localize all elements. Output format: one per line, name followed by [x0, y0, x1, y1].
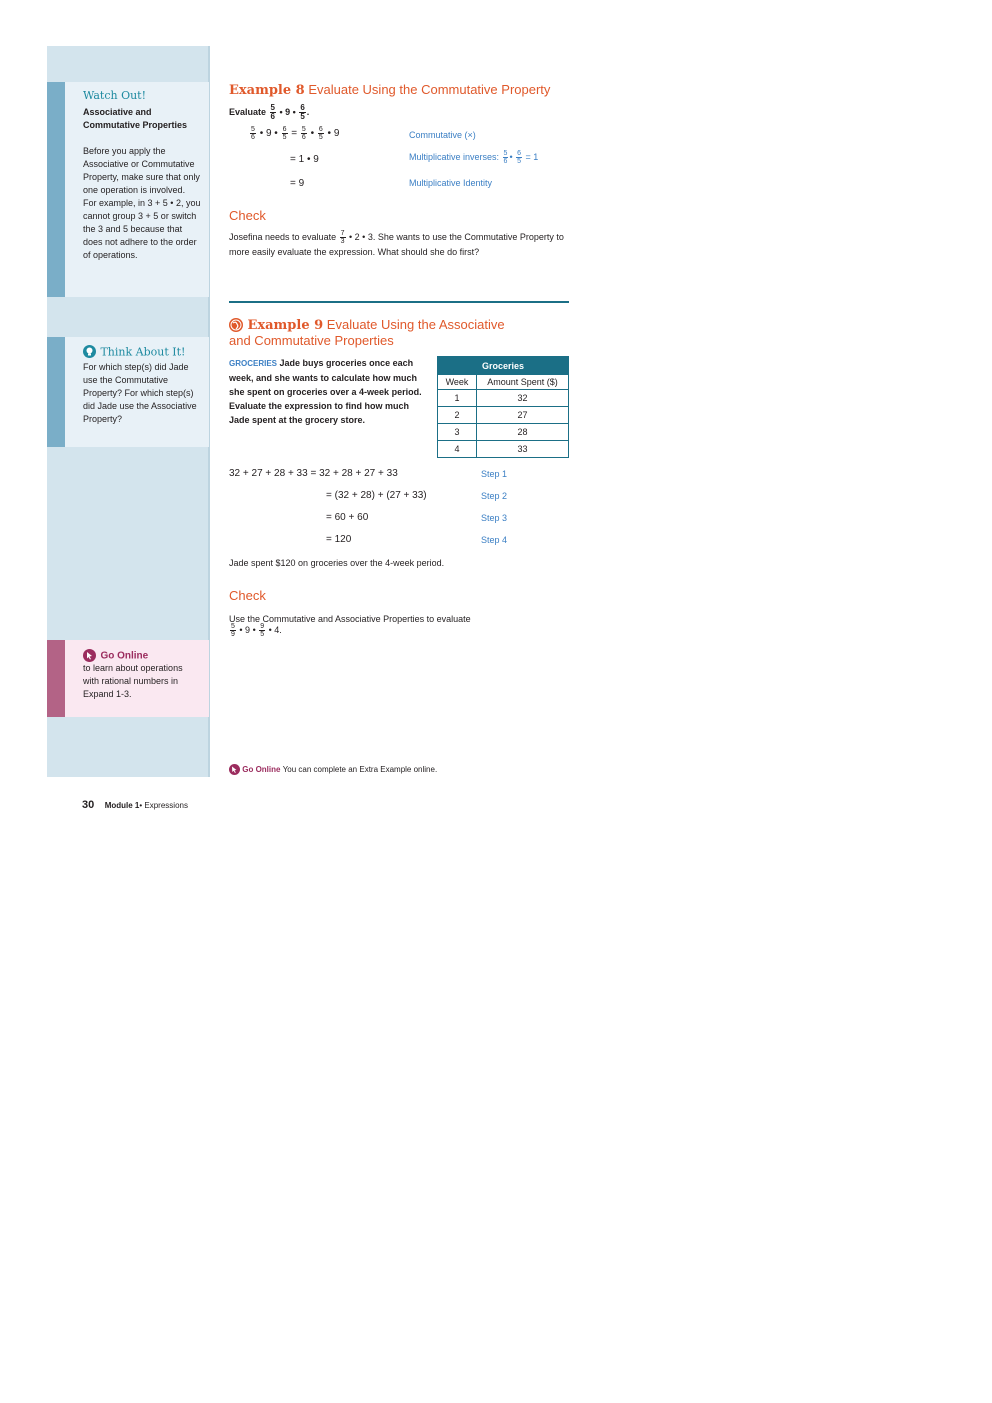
example-9-title-line1: Evaluate Using the Associative	[326, 316, 505, 332]
example-8-label: Example 8	[229, 83, 305, 98]
fraction-5-9: $\frac{5}{9}$	[231, 623, 235, 638]
groceries-table	[437, 356, 569, 458]
example-8-step-3-reason: Multiplicative Identity	[409, 178, 493, 188]
fraction-9-5: $\frac{9}{5}$	[260, 623, 265, 638]
fraction-7-3: $\frac{7}{3}$	[340, 230, 345, 246]
table-row	[438, 441, 569, 458]
table-title: Groceries	[438, 357, 569, 375]
example-9-step-3-expression: = 60 + 60	[326, 512, 369, 523]
fraction-5-6: $\frac{5}{6}$	[503, 150, 508, 165]
module-label: Module 1	[104, 801, 140, 810]
example-8-step-2-reason: Multiplicative inverses: $\frac{5}{6}$ • $\frac{6}{5}$ = 1	[409, 150, 539, 165]
check-text-start: Josefina needs to evaluate	[229, 232, 337, 242]
watch-out-title: Watch Out!	[83, 89, 147, 102]
example-8-step-3-expression: = 9	[290, 178, 305, 189]
example-8-title: Evaluate Using the Commutative Property	[308, 82, 551, 97]
example-8-step-1-reason: Commutative (×)	[409, 130, 476, 140]
go-online-extra-example[interactable]	[229, 764, 437, 775]
watch-out-bar	[47, 82, 65, 297]
column-header: Amount Spent ($)	[477, 375, 569, 390]
example-9-problem	[229, 356, 429, 427]
fraction-6-5: $\frac{6}{5}$	[517, 150, 522, 165]
go-online-text: to learn about operations with rational numbers in Expand 1-3.	[83, 663, 183, 699]
example-8-check-title: Check	[229, 208, 266, 223]
evaluate-word: Evaluate	[229, 106, 267, 117]
think-about-it-title: Think About It!	[100, 345, 186, 359]
think-about-it-box	[47, 337, 209, 447]
think-about-it-bar	[47, 337, 65, 447]
fraction-5-6: $\frac{5}{6}$	[270, 103, 275, 121]
globe-icon	[229, 318, 243, 332]
go-online-icon	[83, 649, 96, 662]
table-cell: 32	[477, 390, 569, 407]
example-9-label: Example 9	[247, 317, 324, 333]
go-online-label: Go Online	[242, 765, 281, 774]
topic-label: GROCERIES	[229, 359, 278, 368]
page-footer	[82, 795, 188, 813]
table-cell: 33	[477, 441, 569, 458]
example-9-conclusion: Jade spent $120 on groceries over the 4-week period.	[229, 558, 445, 568]
table-cell: 3	[438, 424, 477, 441]
check-text-end: • 2 • 3. She wants to use the Commutative Property to more easily evaluate the expression. What should she do first?	[229, 232, 564, 258]
section-divider	[229, 301, 569, 303]
think-about-it-text: For which step(s) did Jade use the Commutative Property? For which step(s) did Jade use the Associative Property?	[83, 362, 197, 424]
table-row	[438, 390, 569, 407]
problem-text: Jade buys groceries once each week, and she wants to calculate how much she spent on groceries over a 4-week period. Evaluate the expression to find how much Jade spent at the grocery store.	[229, 358, 422, 425]
example-8-heading	[229, 82, 550, 98]
example-9-step-2-expression: = (32 + 28) + (27 + 33)	[326, 490, 427, 501]
go-online-footer-text: You can complete an Extra Example online.	[282, 765, 438, 774]
example-8-step-1-expression: $\frac{5}{6}$ • 9 • $\frac{6}{5}$ = $\frac{5}{6}$ • $\frac{6}{5}$ • 9	[251, 126, 340, 141]
table-row	[438, 407, 569, 424]
fraction-6-5: $\frac{6}{5}$	[318, 126, 323, 141]
example-9-step-3-label: Step 3	[481, 513, 508, 523]
example-9-step-4-expression: = 120	[326, 534, 352, 545]
example-9-step-1-label: Step 1	[481, 469, 508, 479]
table-row	[438, 424, 569, 441]
table-cell: 4	[438, 441, 477, 458]
fraction-6-5: $\frac{6}{5}$	[282, 126, 287, 141]
watch-out-text: Before you apply the Associative or Commutative Property, make sure that only one operation is involved. For example, in 3 + 5 • 2, you cannot group 3 + 5 or switch the 3 and 5 because that does not adhere to the order of operations.	[83, 146, 201, 260]
example-9-step-1-expression: 32 + 27 + 28 + 33 = 32 + 28 + 27 + 33	[229, 468, 398, 479]
table-cell: 28	[477, 424, 569, 441]
watch-out-subtitle: Associative and Commutative Properties	[83, 107, 188, 130]
watch-out-box	[47, 82, 209, 297]
example-8-step-2-expression: = 1 • 9	[290, 154, 319, 165]
go-online-title: Go Online	[100, 650, 149, 662]
column-header: Week	[438, 375, 477, 390]
groceries-table-wrap	[437, 356, 569, 458]
example-9-check-text: Use the Commutative and Associative Properties to evaluate	[229, 614, 471, 624]
example-9-title-line2: and Commutative Properties	[229, 333, 394, 348]
go-online-icon	[229, 764, 240, 775]
table-cell: 1	[438, 390, 477, 407]
step-2-reason-text: Multiplicative inverses:	[409, 151, 500, 162]
example-9-check-title: Check	[229, 588, 266, 603]
step-1-mid: • 9 •	[259, 128, 278, 140]
think-about-it-icon	[83, 345, 96, 358]
go-online-box[interactable]	[47, 640, 209, 717]
section-label: • Expressions	[139, 801, 188, 810]
fraction-6-5: $\frac{6}{5}$	[300, 103, 305, 121]
example-8-prompt: Evaluate $\frac{5}{6}$ • 9 • $\frac{6}{5}$ .	[229, 103, 310, 121]
table-cell: 27	[477, 407, 569, 424]
example-9-check-expression: $\frac{5}{9}$ • 9 • $\frac{9}{5}$ • 4.	[231, 623, 282, 638]
page-number: 30	[82, 799, 95, 811]
fraction-5-6: $\frac{5}{6}$	[301, 126, 306, 141]
go-online-bar	[47, 640, 65, 717]
fraction-5-6: $\frac{5}{6}$	[251, 126, 255, 141]
example-9-step-2-label: Step 2	[481, 491, 508, 501]
example-8-check-text	[229, 230, 574, 259]
step-2-reason-tail: = 1	[525, 151, 539, 162]
table-cell: 2	[438, 407, 477, 424]
example-9-step-4-label: Step 4	[481, 535, 508, 545]
example-9-heading	[229, 316, 505, 334]
